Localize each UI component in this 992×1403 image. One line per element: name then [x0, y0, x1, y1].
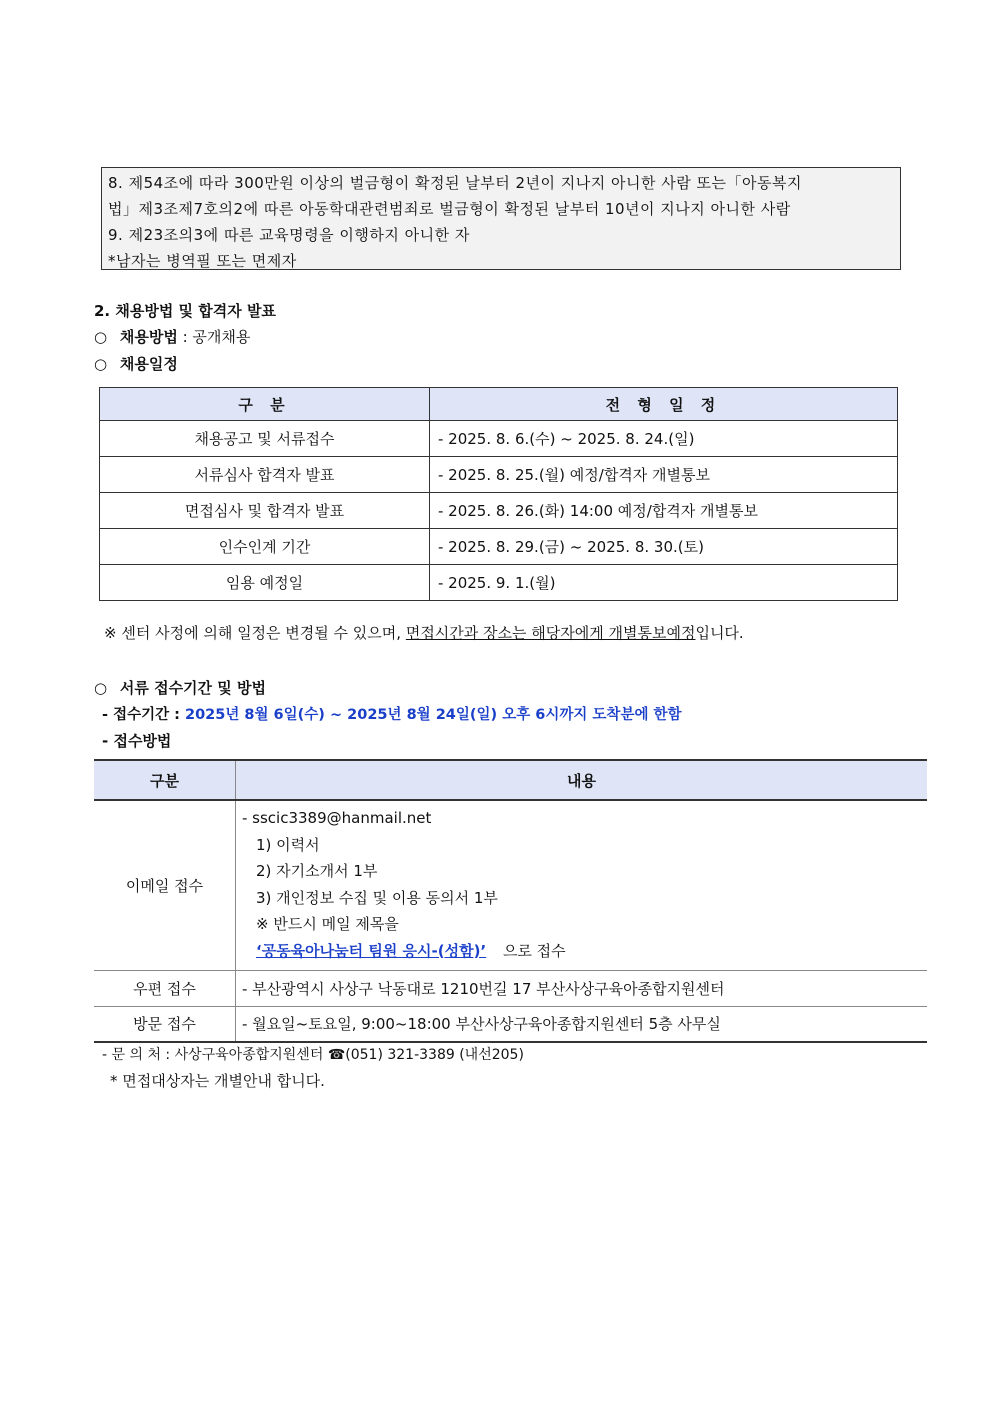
- email-subject-suffix: 으로 접수: [502, 941, 566, 960]
- hiring-schedule-heading: [94, 353, 178, 374]
- post-label: 우편 접수: [94, 971, 236, 1007]
- schedule-table-header: [100, 388, 898, 421]
- application-method-table: [94, 759, 927, 1043]
- inquiry-line: [102, 1044, 524, 1064]
- schedule-item: 서류심사 합격자 발표: [100, 457, 430, 493]
- interview-note: * 면접대상자는 개별안내 합니다.: [110, 1072, 325, 1090]
- table-row: [100, 493, 898, 529]
- method-table-header: [94, 760, 927, 800]
- hiring-schedule-label: 채용일정: [119, 355, 178, 373]
- table-row: [94, 971, 927, 1007]
- military-note: *남자는 병역필 또는 면제자: [108, 252, 297, 270]
- inquiry-phone: (051) 321-3389 (내선205): [345, 1047, 524, 1063]
- hiring-method-label: 채용방법: [119, 328, 178, 346]
- visit-label: 방문 접수: [94, 1007, 236, 1042]
- method-header-type: 구분: [94, 760, 236, 800]
- schedule-change-note: [104, 622, 744, 643]
- email-subject-format: ‘공동육아나눔터 팀원 응시-(성함)’: [256, 941, 487, 960]
- inquiry-label: - 문 의 처 : 사상구육아종합지원센터: [102, 1047, 328, 1063]
- note-underlined: 면접시간과 장소는 해당자에게 개별통보예정: [405, 624, 696, 642]
- section-2-title: 2. 채용방법 및 합격자 발표: [94, 302, 276, 320]
- email-address: - sscic3389@hanmail.net: [242, 809, 432, 827]
- schedule-date: - 2025. 8. 29.(금) ~ 2025. 8. 30.(토): [430, 529, 898, 565]
- table-row: [94, 800, 927, 971]
- application-period: [102, 703, 682, 724]
- schedule-item: 인수인계 기간: [100, 529, 430, 565]
- table-row: [100, 529, 898, 565]
- disqualification-line-8-cont: 법」제3조제7호의2에 따른 아동학대관련범죄로 벌금형이 확정된 날부터 10년이 지나지 아니한 사람: [108, 200, 791, 218]
- email-label: 이메일 접수: [94, 800, 236, 971]
- email-subject-line: [242, 938, 921, 965]
- table-row: [94, 1007, 927, 1042]
- email-content: [236, 800, 928, 971]
- application-title: 서류 접수기간 및 방법: [119, 679, 266, 697]
- method-header-content: 내용: [236, 760, 928, 800]
- schedule-header-date: 전 형 일 정: [430, 388, 898, 421]
- disqualification-line-8: 8. 제54조에 따라 300만원 이상의 벌금형이 확정된 날부터 2년이 지나지 아니한 사람 또는「아동복지: [108, 174, 802, 192]
- schedule-date: - 2025. 8. 26.(화) 14:00 예정/합격자 개별통보: [430, 493, 898, 529]
- hiring-method: [94, 326, 250, 347]
- note-suffix: 입니다.: [695, 624, 744, 642]
- application-heading: [94, 677, 266, 698]
- hiring-method-value: : 공개채용: [177, 328, 251, 346]
- post-value: - 부산광역시 사상구 낙동대로 1210번길 17 부산사상구육아종합지원센터: [236, 971, 928, 1007]
- table-row: [100, 457, 898, 493]
- circle-bullet: ○: [94, 355, 108, 373]
- phone-icon: ☎: [327, 1047, 346, 1063]
- table-row: [100, 421, 898, 457]
- table-row: [100, 565, 898, 601]
- doc-resume: 1) 이력서: [256, 835, 320, 854]
- schedule-date: - 2025. 8. 25.(월) 예정/합격자 개별통보: [430, 457, 898, 493]
- application-period-label: - 접수기간 :: [102, 707, 185, 723]
- disqualification-box: [101, 167, 901, 270]
- doc-self-introduction: 2) 자기소개서 1부: [256, 862, 378, 880]
- email-subject-notice: ※ 반드시 메일 제목을: [256, 915, 399, 933]
- schedule-item: 채용공고 및 서류접수: [100, 421, 430, 457]
- schedule-date: - 2025. 9. 1.(월): [430, 565, 898, 601]
- schedule-header-item: 구 분: [100, 388, 430, 421]
- schedule-date: - 2025. 8. 6.(수) ~ 2025. 8. 24.(일): [430, 421, 898, 457]
- schedule-table: [99, 387, 898, 601]
- note-prefix: ※ 센터 사정에 의해 일정은 변경될 수 있으며,: [104, 624, 406, 642]
- schedule-item: 임용 예정일: [100, 565, 430, 601]
- application-period-value: 2025년 8월 6일(수) ~ 2025년 8월 24일(일) 오후 6시까지 도착분에 한함: [185, 707, 682, 723]
- circle-bullet: ○: [94, 679, 108, 697]
- schedule-item: 면접심사 및 합격자 발표: [100, 493, 430, 529]
- disqualification-line-9: 9. 제23조의3에 따른 교육명령을 이행하지 아니한 자: [108, 226, 470, 244]
- visit-value: - 월요일~토요일, 9:00~18:00 부산사상구육아종합지원센터 5층 사무실: [236, 1007, 928, 1042]
- doc-privacy-consent: 3) 개인정보 수집 및 이용 동의서 1부: [256, 888, 498, 907]
- application-method-heading: [102, 730, 171, 751]
- application-method-label: - 접수방법: [102, 732, 172, 750]
- circle-bullet: ○: [94, 328, 108, 346]
